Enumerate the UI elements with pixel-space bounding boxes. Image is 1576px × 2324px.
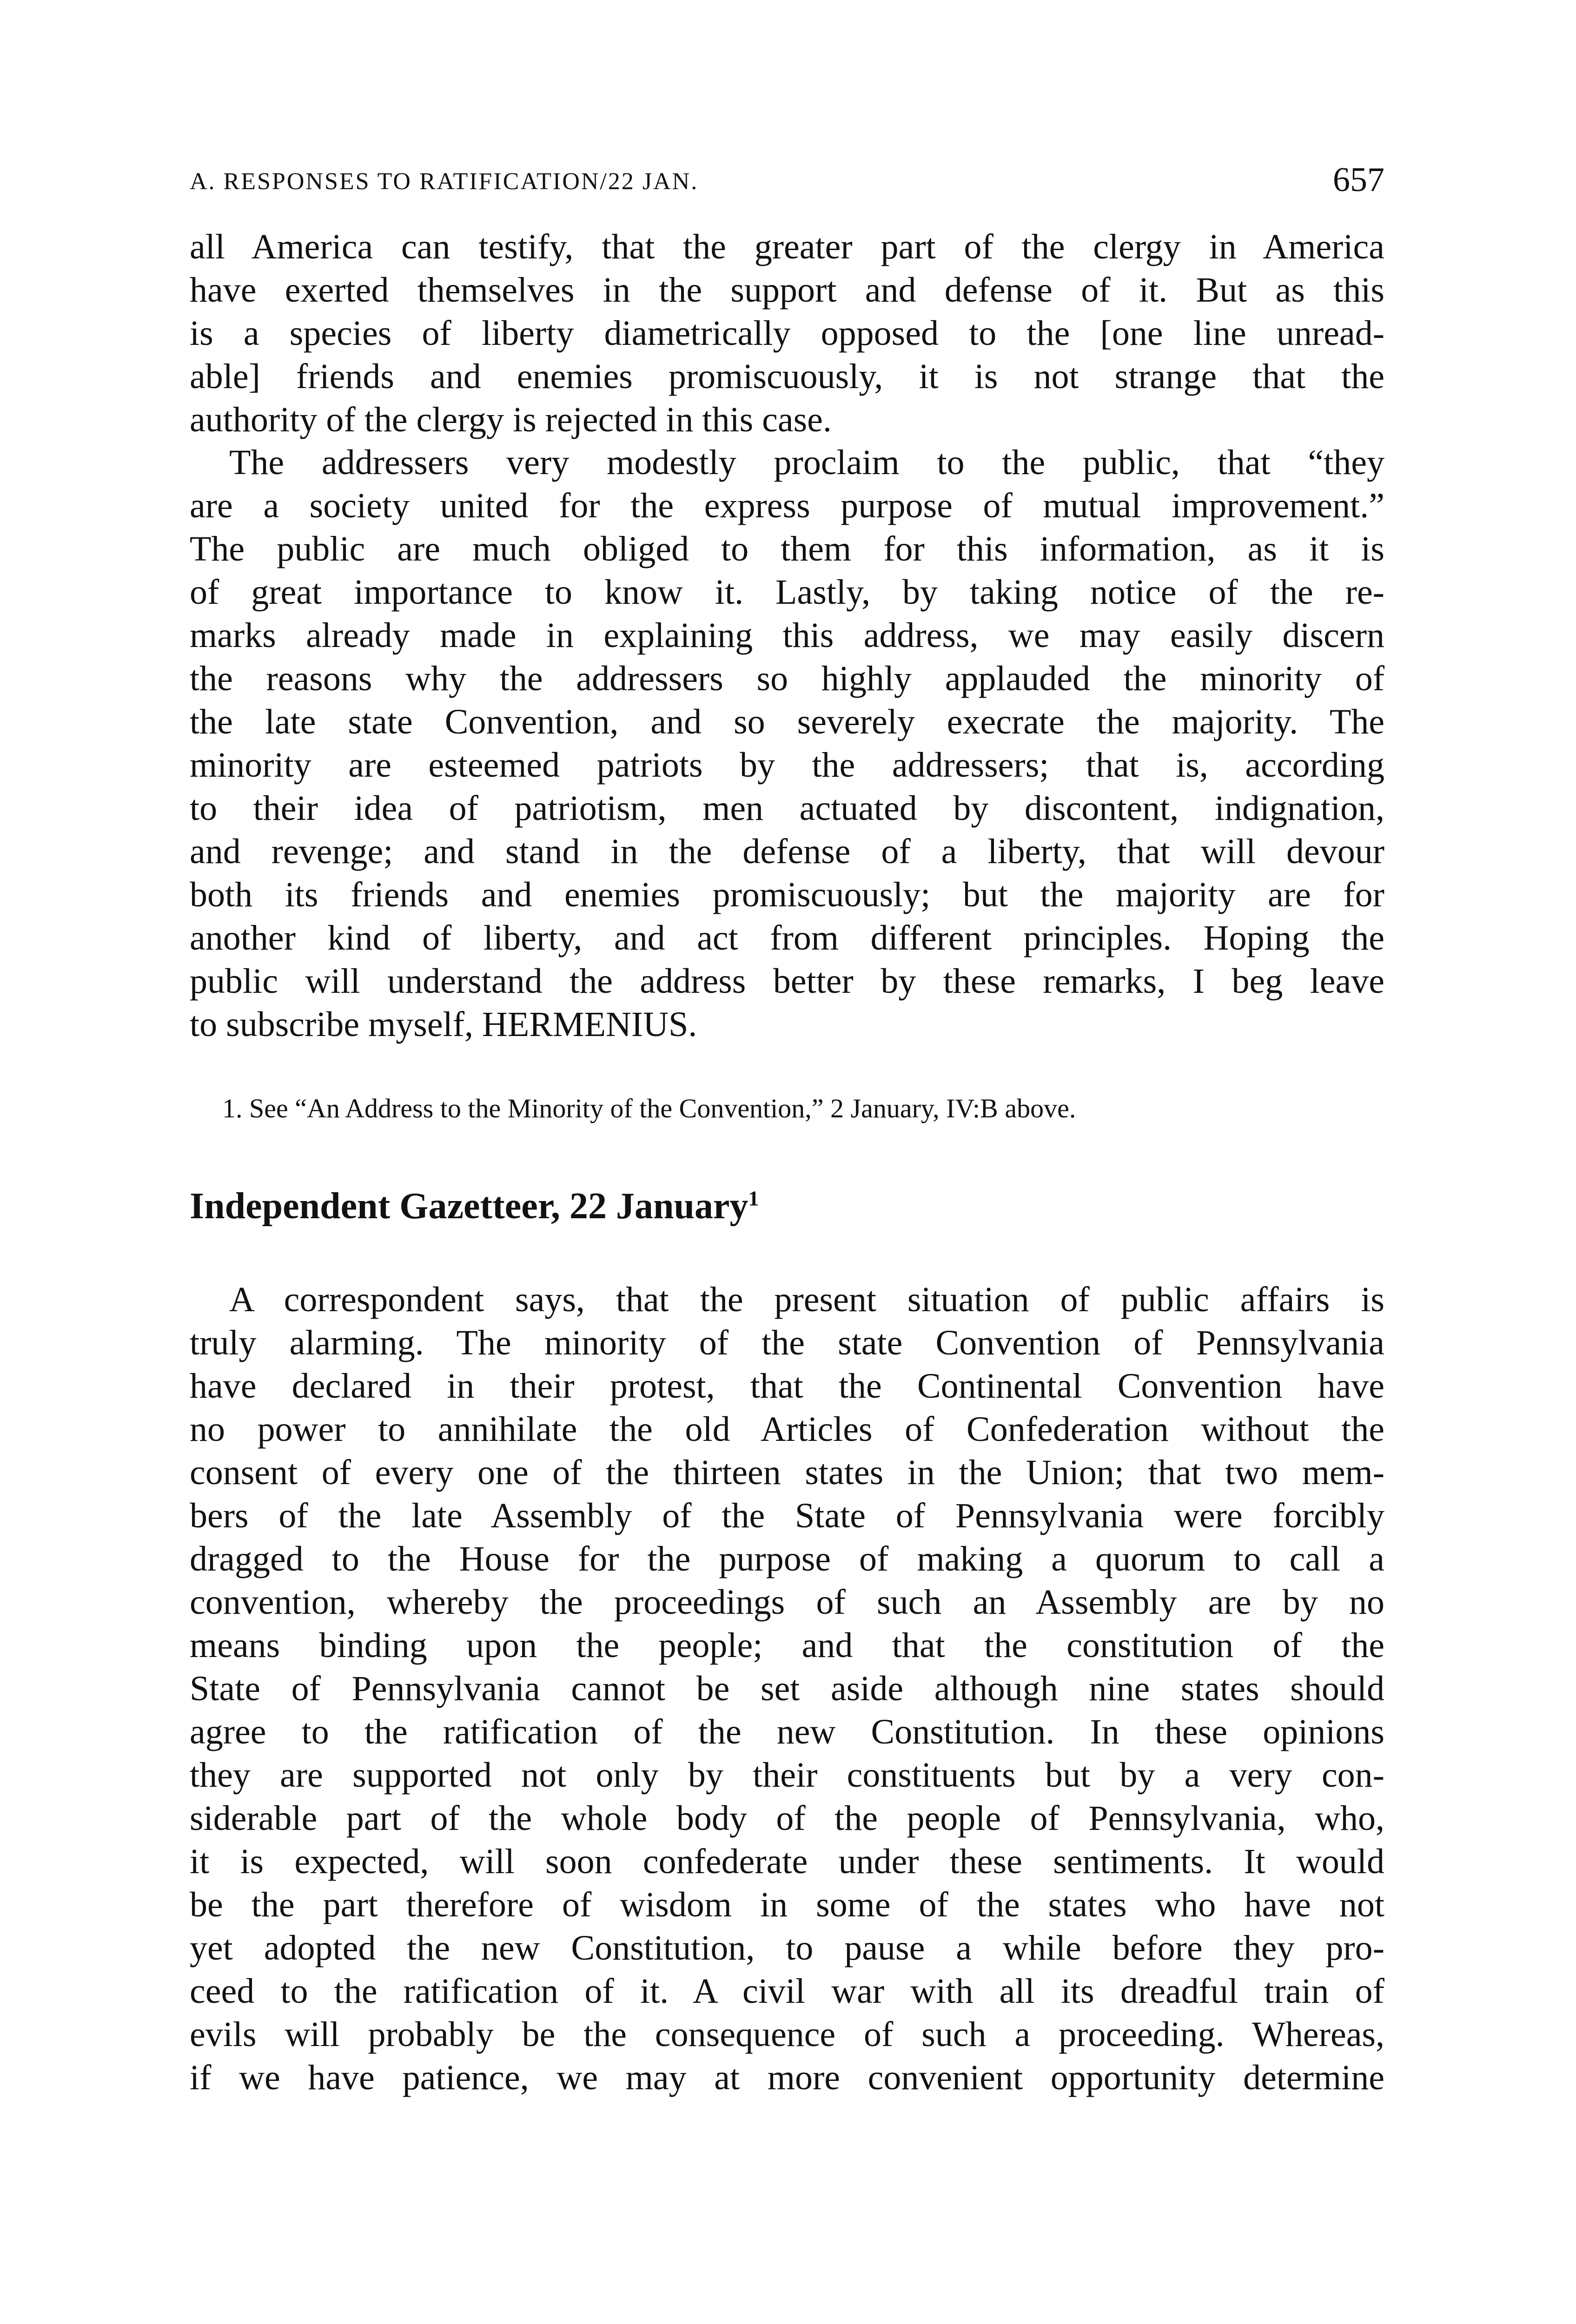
text-line: both its friends and enemies promiscuously; but the majority are for	[190, 875, 1384, 914]
text-line: State of Pennsylvania cannot be set aside although nine states should	[190, 1669, 1384, 1708]
text-line: they are supported not only by their constituents but by a very con-	[190, 1756, 1384, 1795]
text-line: marks already made in explaining this address, we may easily discern	[190, 616, 1384, 655]
text-line: means binding upon the people; and that the constitution of the	[190, 1626, 1384, 1665]
text-line: siderable part of the whole body of the people of Pennsylvania, who,	[190, 1799, 1384, 1838]
text-line: have declared in their protest, that the Continental Convention have	[190, 1367, 1384, 1406]
text-line: be the part therefore of wisdom in some of the states who have not	[190, 1885, 1384, 1924]
page-header	[190, 160, 1384, 202]
text-line: ceed to the ratification of it. A civil war with all its dreadful train of	[190, 1972, 1384, 2011]
paragraph-continued	[190, 225, 1384, 442]
text-line: truly alarming. The minority of the state Convention of Pennsylvania	[190, 1323, 1384, 1362]
section-heading	[190, 1183, 1384, 1229]
text-line: A correspondent says, that the present situation of public affairs is	[229, 1280, 1384, 1319]
text-line: to their idea of patriotism, men actuated by discontent, indignation,	[190, 789, 1384, 828]
text-line: to subscribe myself, HERMENIUS.	[190, 1005, 697, 1044]
text-line: convention, whereby the proceedings of such an Assembly are by no	[190, 1583, 1384, 1622]
text-line: public will understand the address better by these remarks, I beg leave	[190, 962, 1384, 1001]
text-line: dragged to the House for the purpose of making a quorum to call a	[190, 1539, 1384, 1578]
text-line: if we have patience, we may at more convenient opportunity determine	[190, 2058, 1384, 2097]
footnote: 1. See “An Address to the Minority of the Convention,” 2 January, IV:B above.	[222, 1093, 1076, 1123]
text-line: have exerted themselves in the support and defense of it. But as this	[190, 271, 1384, 310]
text-line: minority are esteemed patriots by the addressers; that is, according	[190, 746, 1384, 785]
text-line: authority of the clergy is rejected in this case.	[190, 400, 832, 439]
running-head: A. RESPONSES TO RATIFICATION/22 JAN.	[190, 168, 699, 195]
text-line: all America can testify, that the greater part of the clergy in America	[190, 227, 1384, 266]
text-line: another kind of liberty, and act from different principles. Hoping the	[190, 918, 1384, 957]
text-line: bers of the late Assembly of the State of Pennsylvania were forcibly	[190, 1496, 1384, 1535]
text-line: the reasons why the addressers so highly applauded the minority of	[190, 659, 1384, 698]
text-line: is a species of liberty diametrically opposed to the [one line unread-	[190, 314, 1384, 353]
text-line: no power to annihilate the old Articles of Confederation without the	[190, 1410, 1384, 1449]
text-line: The public are much obliged to them for this information, as it is	[190, 529, 1384, 568]
text-line: agree to the ratification of the new Constitution. In these opinions	[190, 1712, 1384, 1751]
text-line: evils will probably be the consequence of such a proceeding. Whereas,	[190, 2015, 1384, 2054]
page-number: 657	[1333, 161, 1384, 199]
text-line: of great importance to know it. Lastly, by taking notice of the re-	[190, 573, 1384, 612]
text-line: consent of every one of the thirteen states in the Union; that two mem-	[190, 1453, 1384, 1492]
text-line: it is expected, will soon confederate under these sentiments. It would	[190, 1842, 1384, 1881]
text-line: are a society united for the express purpose of mutual improvement.”	[190, 486, 1384, 525]
text-line: yet adopted the new Constitution, to pause a while before they pro-	[190, 1928, 1384, 1967]
paragraph-addressers	[190, 441, 1384, 1046]
text-line: and revenge; and stand in the defense of a liberty, that will devour	[190, 832, 1384, 871]
section-title: Independent Gazetteer, 22 January	[190, 1186, 748, 1227]
paragraph-correspondent	[190, 1278, 1384, 2100]
text-line: The addressers very modestly proclaim to the public, that “they	[229, 443, 1384, 482]
text-line: able] friends and enemies promiscuously, it is not strange that the	[190, 357, 1384, 396]
text-line: the late state Convention, and so severely execrate the majority. The	[190, 702, 1384, 741]
footnote-marker: 1	[748, 1186, 759, 1210]
